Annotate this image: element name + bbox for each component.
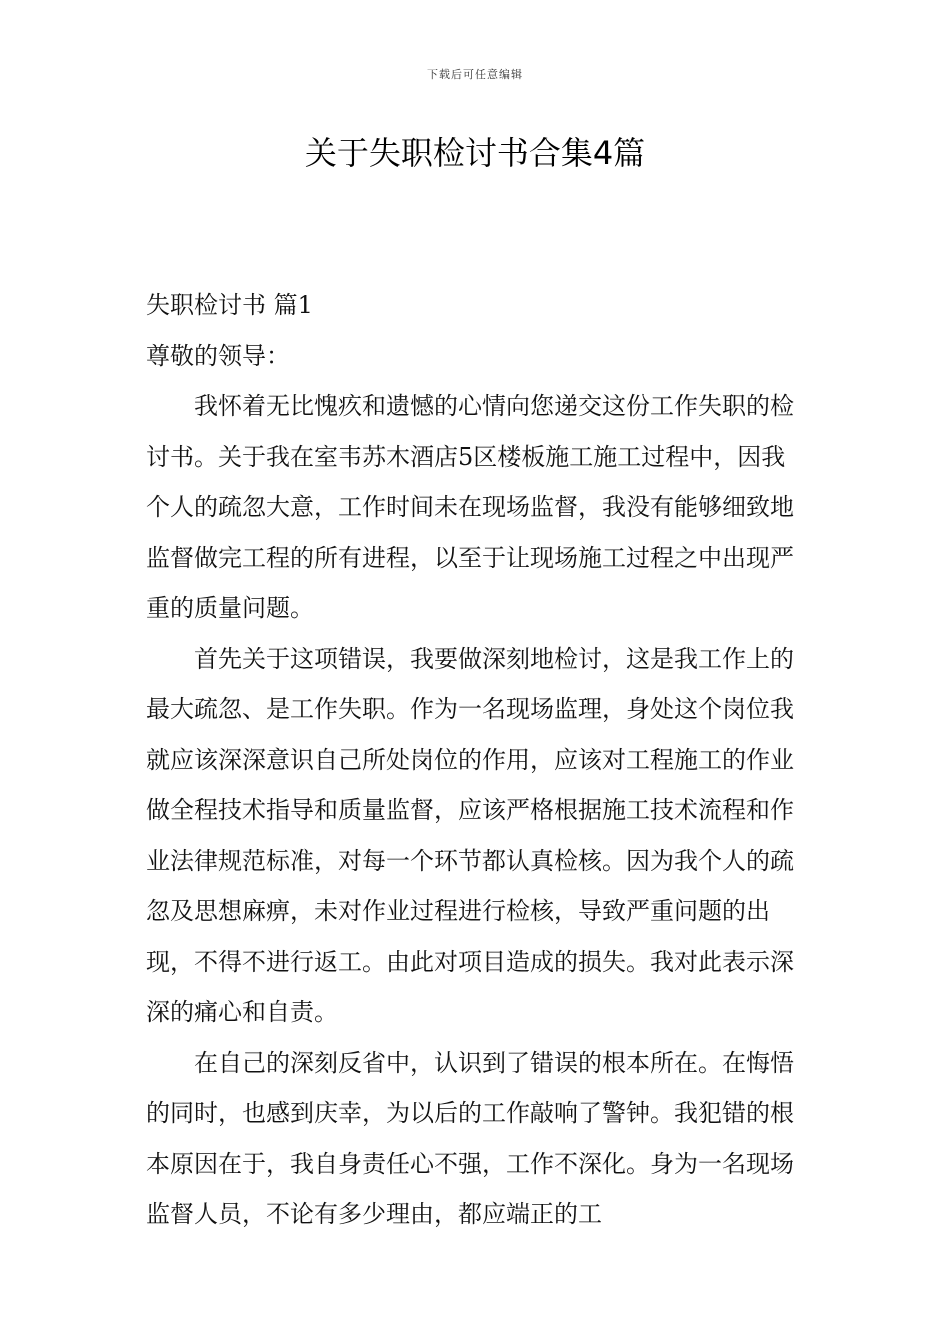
document-title: 关于失职检讨书合集4篇 xyxy=(304,134,646,172)
paragraph-2: 首先关于这项错误，我要做深刻地检讨，这是我工作上的最大疏忽、是工作失职。作为一名现场监理，身处这个岗位我就应该深深意识自己所处岗位的作用，应该对工程施工的作业做全程技术指导和质量监督，应该严格根据施工技术流程和作业法律规范标准，对每一个环节都认真检核。因为我个人的疏忽及思想麻痹，未对作业过程进行检核，导致严重问题的出现，不得不进行返工。由此对项目造成的损失。我对此表示深深的痛心和自责。 xyxy=(146,644,794,1026)
paragraph-3: 在自己的深刻反省中，认识到了错误的根本所在。在悔悟的同时，也感到庆幸，为以后的工作敲响了警钟。我犯错的根本原因在于，我自身责任心不强，工作不深化。身为一名现场监督人员，不论有多少理由，都应端正的工 xyxy=(146,1048,794,1228)
header-note: 下载后可任意编辑 xyxy=(427,68,523,81)
salutation: 尊敬的领导： xyxy=(146,341,290,370)
document-body xyxy=(146,280,808,1240)
paragraph-1: 我怀着无比愧疚和遗憾的心情向您递交这份工作失职的检讨书。关于我在室韦苏木酒店5区楼板施工施工过程中，因我个人的疏忽大意，工作时间未在现场监督，我没有能够细致地监督做完工程的所有进程，以至于让现场施工过程之中出现严重的质量问题。 xyxy=(146,392,794,622)
section-heading: 失职检讨书 篇1 xyxy=(146,291,313,319)
